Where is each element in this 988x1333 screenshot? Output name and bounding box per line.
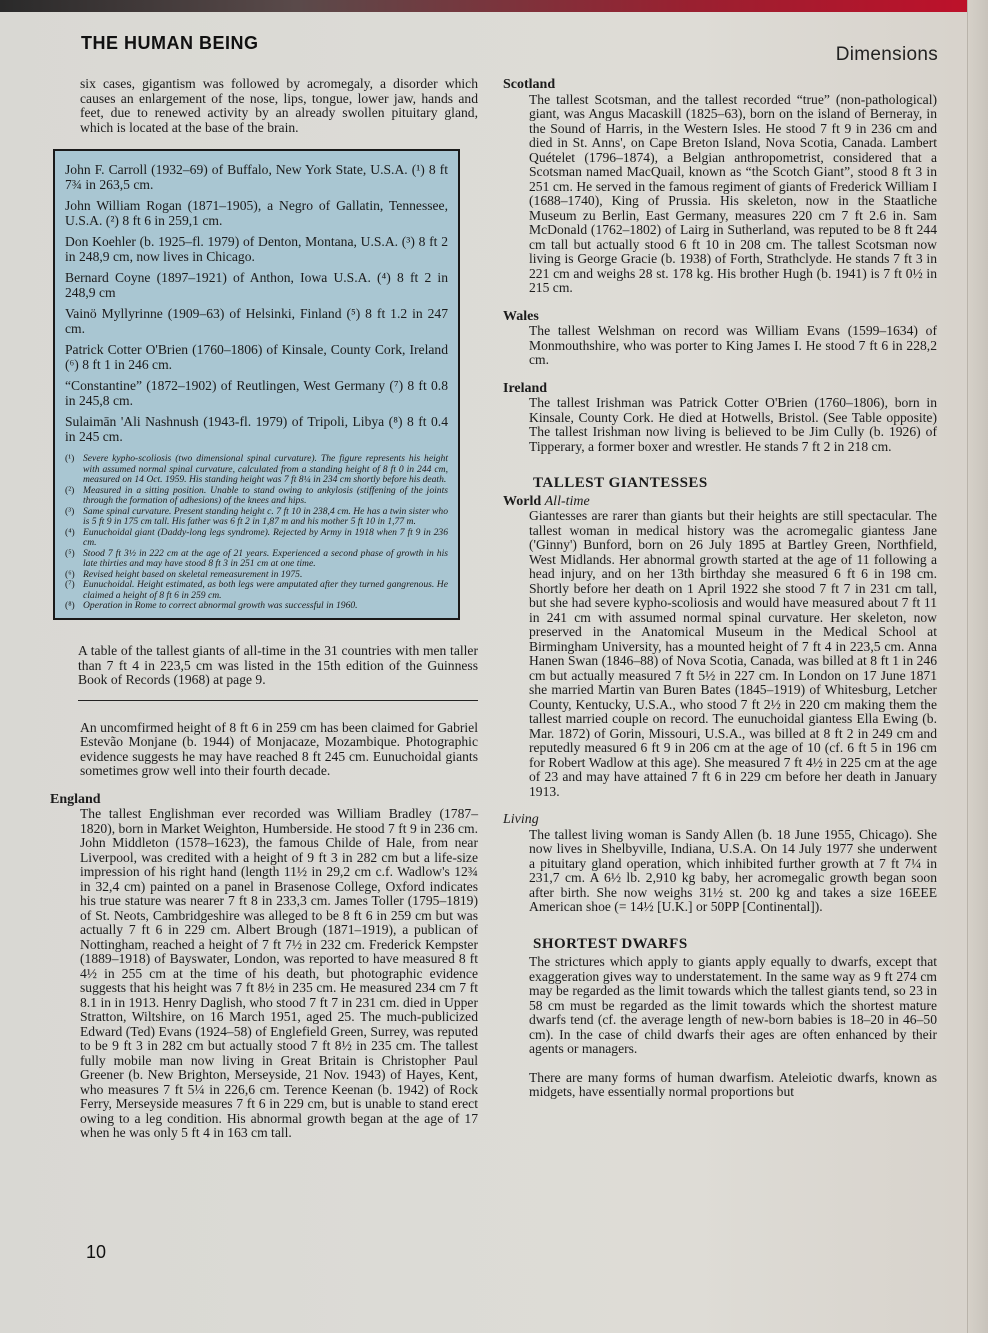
- footnote: (⁵) Stood 7 ft 3½ in 222 cm at the age of 21 years. Experienced a second phase of growth in his late thirties and may have stood 8 ft 3 in 251 cm at one time.: [65, 547, 448, 569]
- scotland-paragraph: The tallest Scotsman, and the tallest recorded “true” (non-pathological) giant, was Angus Macaskill (1825–63), born on the island of Berneray, in the Sound of Harris, in the Western Isles. He stood 7 ft 9 in 236 cm and died in St. Anns', on Cape Breton Island, Nova Scotia, Canada. Lambert Quételet (1796–1874), a Belgian anthropometrist, considered that a Scotsman named MacQuail, known as “the Scotch Giant”, stood 8 ft 3 in 251 cm. He served in the famous regiment of giants of Frederick William I (1688–1740), King of Prussia. His skeleton, now in the Staatliche Museum zu Berlin, East Germany, measures 220 cm 7 ft 2.6 in. Sam McDonald (1762–1802) of Lairg in Sutherland, was reputed to be 8 ft 244 cm tall but actually stood 6 ft 10 in 208 cm. The tallest Scotsman now living is George Gracie (b. 1938) of Forth, Strathclyde. He stands 7 ft 3 in 221 cm and weighs 28 st. 178 kg. His brother Hugh (b. 1941) is 7 ft 0½ in 215 cm.: [529, 91, 937, 295]
- dwarfs-paragraph: The strictures which apply to giants apply equally to dwarfs, except that exaggeration gives way to understatement. In the same way as 9 ft 274 cm may be regarded as the limit towards which the tallest giants tend, so 23 in 58 cm must be regarded as the limit towards which the shortest mature dwarfs tend (cf. the average length of new-born babies is 18–20 in 46–50 cm). In the case of child dwarfs their ages are often enhanced by their agents or managers.: [529, 954, 937, 1056]
- giant-entry: John William Rogan (1871–1905), a Negro of Gallatin, Tennessee, U.S.A. (²) 8 ft 6 in 259,1 cm.: [65, 198, 448, 228]
- footnote: (⁶) Revised height based on skeletal remeasurement in 1975.: [65, 568, 303, 580]
- giant-entry: Vainö Myllyrinne (1909–63) of Helsinki, Finland (⁵) 8 ft 1.2 in 247 cm.: [65, 306, 448, 336]
- giant-entry: Don Koehler (b. 1925–fl. 1979) of Denton, Montana, U.S.A. (³) 8 ft 2 in 248,9 cm, now lives in Chicago.: [65, 234, 448, 264]
- table-note-paragraph: A table of the tallest giants of all-time in the 31 countries with men taller than 7 ft 4 in 223,5 cm was listed in the 15th edition of the Guinness Book of Records (1968) at page 9.: [78, 643, 478, 687]
- unconfirmed-paragraph: An uncomfirmed height of 8 ft 6 in 259 cm has been claimed for Gabriel Estevão Monjane (b. 1944) of Monjacaze, Mozambique. Photographic evidence suggests he may have reached 8 ft 245 cm. Eunuchoidal giants sometimes grow well into their fourth decade.: [80, 719, 478, 778]
- giant-entry: Bernard Coyne (1897–1921) of Anthon, Iowa U.S.A. (⁴) 8 ft 2 in 248,9 cm: [65, 270, 448, 300]
- giantesses-paragraph: Giantesses are rarer than giants but their heights are still spectacular. The tallest woman in medical history was the acromegalic giantess Jane ('Ginny') Bunford, born on 26 July 1895 at Bartley Green, Northfield, West Midlands. Her abnormal growth started at the age of 11 following a head injury, and on her 13th birthday she measured 6 ft 6 in 198 cm. Shortly before her death on 1 April 1922 she stood 7 ft 7 in 231 cm tall, but she had severe kypho-scoliosis and would have measured about 7 ft 11 in 241 cm with assumed normal spinal curvature. Her skeleton, now preserved in the Anatomical Museum in the Medical School at Birmingham University, has a mounted height of 7 ft 4 in 223,5 cm. Anna Hanen Swan (1846–88) of Nova Scotia, Canada, was billed at 8 ft 1 in 246 cm but actually measured 7 ft 5½ in 227 cm. In London on 17 June 1871 she married Martin van Buren Bates (1845–1919) of Whitesburg, Letcher County, Kentucky, U.S.A., who stood 7 ft 2½ in 220 cm making them the tallest married couple on record. The eunuchoidal giantess Ella Ewing (b. Mar. 1872) of Gorin, Missouri, U.S.A., was billed at 8 ft 2 in 249 cm and reputedly measured 6 ft 9 in 206 cm at the age of 10 (cf. 6 ft 5 in 196 cm for Robert Wadlow at this age). She measured 7 ft 4½ in 225 cm at the age of 23 and may have attained 7 ft 6 in 229 cm before her death in January 1913.: [529, 508, 937, 799]
- footnote: (¹) Severe kypho-scoliosis (two dimensional spinal curvature). The figure represents his height with assumed normal spinal curvature, calculated from a standing height of 8 ft 0 in 244 cm, measured on 14 Oct. 1959. His standing height was 7 ft 8¼ in 234 cm shortly before his death.: [65, 453, 448, 485]
- scotland-heading: Scotland: [503, 77, 556, 92]
- giant-entry: John F. Carroll (1932–69) of Buffalo, New York State, U.S.A. (¹) 8 ft 7¾ in 263,5 cm.: [65, 162, 448, 192]
- running-head-topic: Dimensions: [835, 44, 938, 65]
- world-subheading: World All-time: [503, 493, 590, 509]
- footnote: (³) Same spinal curvature. Present standing height c. 7 ft 10 in 238,4 cm. He has a twin sister who is 5 ft 9 in 175 cm tall. His father was 6 ft 2 in 1,87 m and his mother 5 ft 10 in 1,77 m.: [65, 505, 448, 527]
- england-paragraph: The tallest Englishman ever recorded was William Bradley (1787–1820), born in Market Weighton, Humberside. He stood 7 ft 9 in 236 cm. John Middleton (1578–1623), the famous Childe of Hale, from near Liverpool, was credited with a height of 9 ft 3 in 282 cm but a life-size impression of his right hand (length 11½ in 29,2 cm c.f. Wadlow's 12¾ in 32,4 cm) painted on a panel in Brasenose College, Oxford indicates his true stature was nearer 7 ft 8 in 233,3 cm. James Toller (1795–1819) of St. Neots, Cambridgeshire was alleged to be 8 ft 6 in 259 cm but was actually 7 ft 6 in 229 cm. Albert Brough (1871–1919), a publican of Nottingham, reached a height of 7 ft 7½ in 232 cm. Frederick Kempster (1889–1918) of Bayswater, London, was reported to have measured 8 ft 4½ in 255 cm at the time of his death, but photographic evidence suggests that his height was 7 ft 8½ in 235 cm. He measured 234 cm 7 ft 8.1 in in 1913. Henry Daglish, who stood 7 ft 7 in 231 cm. died in Upper Stratton, Wiltshire, on 16 March 1951, aged 25. The much-publicized Edward (Ted) Evans (1924–58) of Englefield Green, Surrey, was reputed to be 9 ft 3 in 282 cm but actually stood 7 ft 8½ in 235 cm. The tallest fully mobile man now living in Great Britain is Christopher Paul Greener (b. New Brighton, Merseyside, 21 Nov. 1943) of Hayes, Kent, who measures 7 ft 5¼ in 226,6 cm. Terence Keenan (b. 1942) of Rock Ferry, Merseyside measures 7 ft 6 in 229 cm, but is unable to stand erect owing to a leg condition. His abnormal growth began at the age of 17 when he was only 5 ft 4 in 163 cm tall.: [80, 806, 478, 1140]
- section-divider: [78, 700, 478, 701]
- england-heading: England: [50, 791, 101, 807]
- giant-entry: “Constantine” (1872–1902) of Reutlingen, West Germany (⁷) 8 ft 0.8 in 245,8 cm.: [65, 378, 448, 408]
- living-subheading: Living: [503, 812, 539, 827]
- intro-paragraph: six cases, gigantism was followed by acromegaly, a disorder which causes an enlargement of the nose, lips, tongue, lower jaw, hands and feet, due to renewed activity by an already swollen pituitary gland, which is located at the base of the brain.: [80, 76, 478, 135]
- right-column: [503, 78, 937, 1100]
- living-paragraph: The tallest living woman is Sandy Allen (b. 18 June 1955, Chicago). She now lives in Shelbyville, Indiana, U.S.A. On 14 July 1977 she underwent a pituitary gland operation, which inhibited further growth at 7 ft 7¼ in 231,7 cm. A 6½ lb. 2,910 kg baby, her acromegalic growth began soon after birth. She now weighs 31½ st. 200 kg and takes a size 16EEE American shoe (= 14½ [U.K.] or 50PP [Continental]).: [529, 826, 937, 914]
- footnote: (⁷) Eunuchoidal. Height estimated, as both legs were amputated after they turned gangrenous. He claimed a height of 8 ft 6 in 259 cm.: [65, 579, 448, 601]
- giantesses-heading: TALLEST GIANTESSES: [533, 475, 708, 491]
- wales-heading: Wales: [503, 308, 539, 324]
- dwarfs-heading: SHORTEST DWARFS: [533, 935, 688, 952]
- dwarfism-paragraph: There are many forms of human dwarfism. Ateleiotic dwarfs, known as midgets, have essentially normal proportions but: [529, 1069, 937, 1099]
- running-head-section: THE HUMAN BEING: [81, 33, 259, 53]
- left-column: [50, 76, 478, 1141]
- ireland-heading: Ireland: [503, 380, 548, 396]
- footnote: (²) Measured in a sitting position. Unable to stand owing to ankylosis (stiffening of the joints through the formation of adhesions) of the knees and hips.: [65, 484, 448, 506]
- page-number: 10: [86, 1242, 107, 1262]
- footnote: (⁴) Eunuchoidal giant (Daddy-long legs syndrome). Rejected by Army in 1918 when 7 ft 9 in 236 cm.: [65, 526, 448, 548]
- page-top-edge: [0, 0, 988, 12]
- footnote: (⁸) Operation in Rome to correct abnormal growth was successful in 1960.: [65, 600, 358, 611]
- wales-paragraph: The tallest Welshman on record was William Evans (1599–1634) of Monmouthshire, who was porter to King James I. He stood 7 ft 6 in 228,2 cm.: [529, 323, 937, 367]
- giant-entry: Sulaimān 'Ali Nashnush (1943-fl. 1979) of Tripoli, Libya (⁸) 8 ft 0.4 in 245 cm.: [65, 414, 448, 444]
- giant-entry: Patrick Cotter O'Brien (1760–1806) of Kinsale, County Cork, Ireland (⁶) 8 ft 1 in 246 cm.: [65, 342, 448, 372]
- ireland-paragraph: The tallest Irishman was Patrick Cotter O'Brien (1760–1806), born in Kinsale, County Cork. He died at Hotwells, Bristol. (See Table opposite) The tallest Irishman now living is believed to be Jim Cully (b. 1926) of Tipperary, a former boxer and wrestler. He stands 7 ft 2 in 218 cm.: [529, 395, 937, 454]
- footnotes: [65, 454, 448, 612]
- page-spine-edge: [967, 0, 988, 1333]
- tallest-giants-box: [53, 149, 460, 620]
